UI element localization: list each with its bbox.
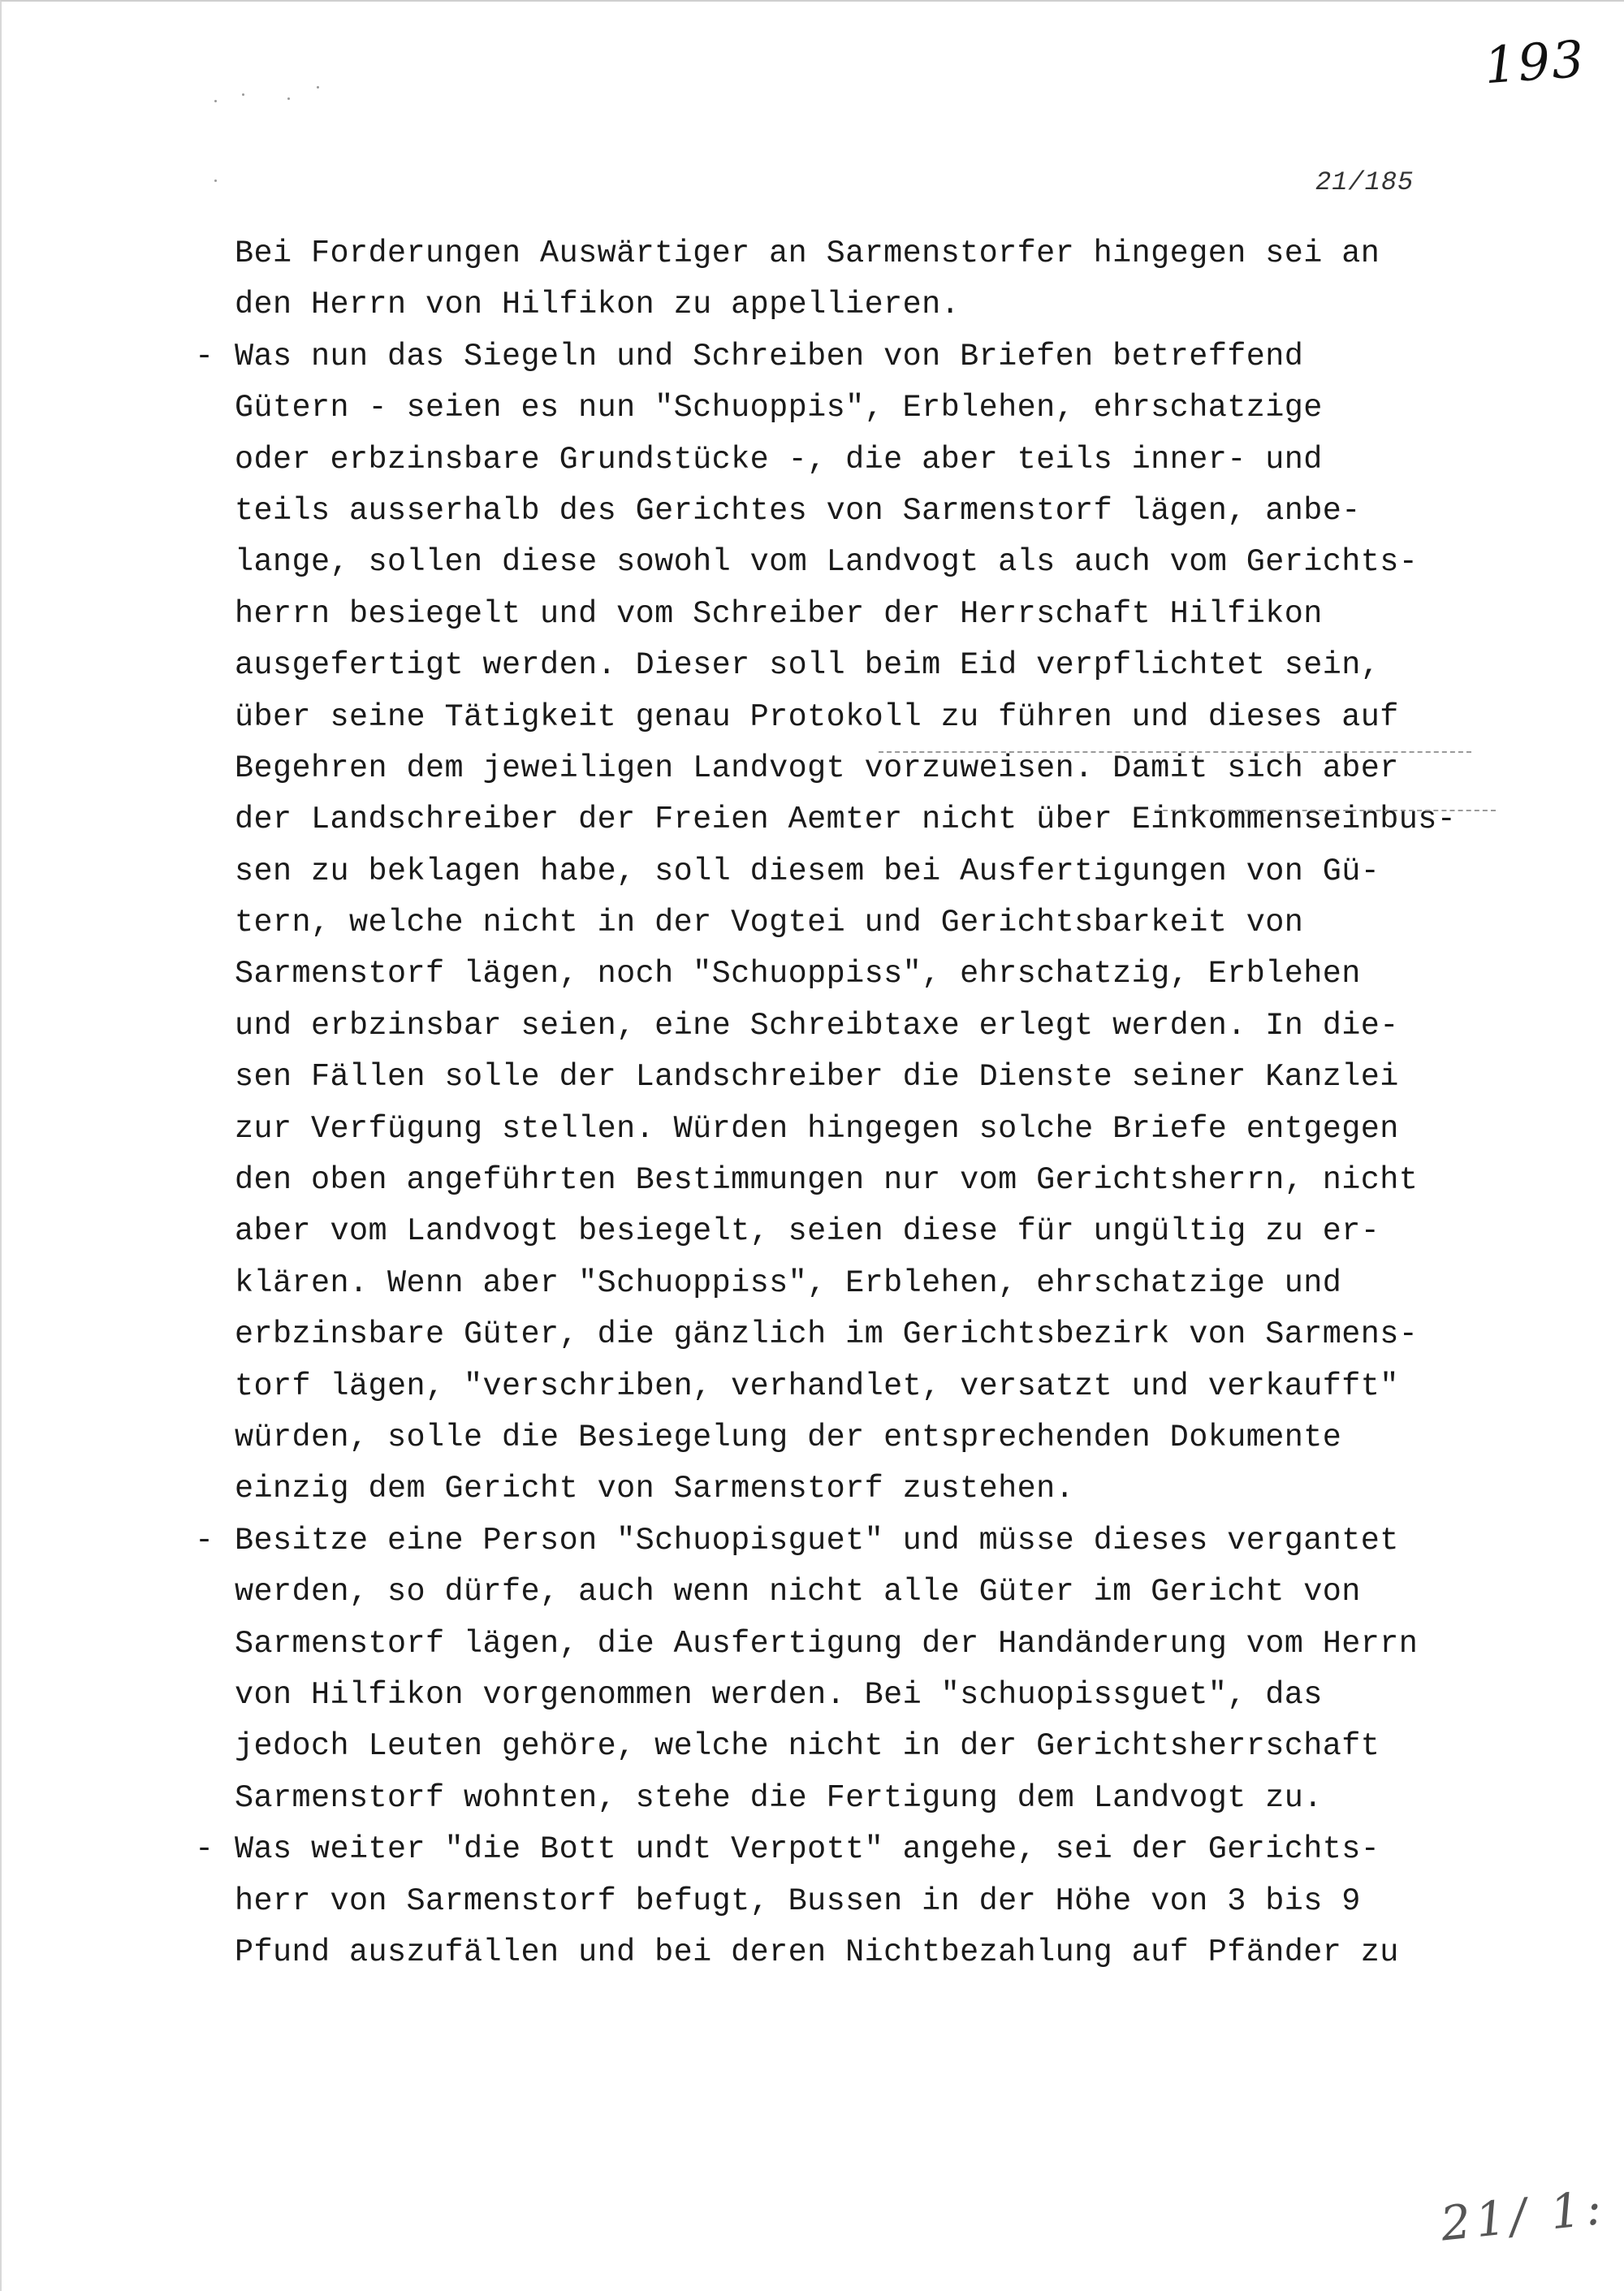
- line-text: sen zu beklagen habe, soll diesem bei Ausfertigungen von Gü-: [235, 853, 1380, 889]
- text-line: [2, 1824, 1624, 1875]
- line-text: sen Fällen solle der Landschreiber die Dienste seiner Kanzlei: [235, 1059, 1399, 1096]
- line-text: einzig dem Gericht von Sarmenstorf zustehen.: [235, 1471, 1075, 1507]
- text-line: [2, 1463, 1624, 1515]
- line-text: herr von Sarmenstorf befugt, Bussen in der Höhe von 3 bis 9: [235, 1883, 1361, 1919]
- line-text: oder erbzinsbare Grundstücke -, die aber teils inner- und: [235, 441, 1323, 478]
- line-text: herrn besiegelt und vom Schreiber der Herrschaft Hilfikon: [235, 595, 1323, 632]
- text-line: [2, 228, 1624, 279]
- text-line: [2, 1515, 1624, 1567]
- text-line: [2, 1876, 1624, 1927]
- line-text: lange, sollen diese sowohl vom Landvogt als auch vom Gerichts-: [235, 544, 1419, 581]
- text-line: [2, 640, 1624, 691]
- list-dash: -: [195, 338, 214, 374]
- text-line: [2, 1721, 1624, 1772]
- scan-artifact-line: [1155, 810, 1496, 811]
- line-text: torf lägen, "verschriben, verhandlet, versatzt und verkaufft": [235, 1368, 1399, 1404]
- line-text: aber vom Landvogt besiegelt, seien diese für ungültig zu er-: [235, 1213, 1380, 1250]
- line-text: Begehren dem jeweiligen Landvogt vorzuweisen. Damit sich aber: [235, 750, 1399, 786]
- handwritten-bottom-note: 21/ 1:: [1438, 2179, 1609, 2252]
- text-line: [2, 1001, 1624, 1052]
- text-line: [2, 331, 1624, 383]
- line-text: jedoch Leuten gehöre, welche nicht in der Gerichtsherrschaft: [235, 1728, 1380, 1765]
- line-text: über seine Tätigkeit genau Protokoll zu führen und dieses auf: [235, 698, 1399, 735]
- line-text: Sarmenstorf lägen, die Ausfertigung der Handänderung vom Herrn: [235, 1625, 1419, 1662]
- line-text: Sarmenstorf lägen, noch "Schuoppiss", ehrschatzig, Erblehen: [235, 956, 1361, 992]
- text-line: [2, 1927, 1624, 1978]
- scan-speck: [287, 97, 290, 100]
- text-line: [2, 949, 1624, 1000]
- text-line: [2, 1052, 1624, 1103]
- line-text: Was weiter "die Bott undt Verpott" angehe, sei der Gerichts-: [235, 1831, 1380, 1868]
- text-line: [2, 537, 1624, 588]
- text-line: [2, 279, 1624, 331]
- text-line: [2, 897, 1624, 949]
- list-dash: -: [195, 1831, 214, 1868]
- scan-speck: [214, 179, 217, 182]
- line-text: Was nun das Siegeln und Schreiben von Briefen betreffend: [235, 338, 1304, 374]
- text-line: [2, 1104, 1624, 1155]
- line-text: Pfund auszufällen und bei deren Nichtbezahlung auf Pfänder zu: [235, 1934, 1399, 1970]
- scan-speck: [317, 86, 319, 89]
- text-line: [2, 1309, 1624, 1360]
- page-reference: 21/185: [1315, 167, 1415, 197]
- text-line: [2, 1206, 1624, 1257]
- text-line: [2, 1619, 1624, 1670]
- line-text: erbzinsbare Güter, die gänzlich im Gerichtsbezirk von Sarmens-: [235, 1316, 1419, 1353]
- text-line: [2, 1258, 1624, 1309]
- handwritten-folio-number: 193: [1482, 28, 1587, 96]
- line-text: würden, solle die Besiegelung der entsprechenden Dokumente: [235, 1419, 1342, 1455]
- text-line: [2, 794, 1624, 845]
- line-text: Bei Forderungen Auswärtiger an Sarmenstorfer hingegen sei an: [235, 236, 1380, 271]
- scan-artifact-line: [879, 751, 1471, 753]
- line-text: der Landschreiber der Freien Aemter nicht über Einkommenseinbus-: [235, 802, 1457, 838]
- line-text: zur Verfügung stellen. Würden hingegen solche Briefe entgegen: [235, 1110, 1399, 1147]
- line-text: den oben angeführten Bestimmungen nur vom Gerichtsherrn, nicht: [235, 1162, 1419, 1199]
- line-text: teils ausserhalb des Gerichtes von Sarmenstorf lägen, anbe-: [235, 492, 1361, 529]
- line-text: Besitze eine Person "Schuopisguet" und müsse dieses vergantet: [235, 1522, 1399, 1558]
- scan-speck: [214, 100, 217, 102]
- text-line: [2, 846, 1624, 897]
- text-line: [2, 383, 1624, 434]
- line-text: und erbzinsbar seien, eine Schreibtaxe erlegt werden. In die-: [235, 1007, 1399, 1044]
- scan-speck: [242, 93, 244, 96]
- line-text: werden, so dürfe, auch wenn nicht alle Güter im Gericht von: [235, 1574, 1361, 1610]
- line-text: den Herrn von Hilfikon zu appellieren.: [235, 287, 961, 323]
- text-line: [2, 1567, 1624, 1618]
- text-line: [2, 692, 1624, 743]
- line-text: Sarmenstorf wohnten, stehe die Fertigung dem Landvogt zu.: [235, 1779, 1323, 1816]
- text-line: [2, 434, 1624, 486]
- text-line: [2, 1412, 1624, 1463]
- text-line: [2, 1155, 1624, 1206]
- text-line: [2, 1361, 1624, 1412]
- text-line: [2, 486, 1624, 537]
- body-text: [2, 228, 1624, 1978]
- line-text: ausgefertigt werden. Dieser soll beim Eid verpflichtet sein,: [235, 647, 1380, 684]
- text-line: [2, 1773, 1624, 1824]
- list-dash: -: [195, 1522, 214, 1558]
- text-line: [2, 589, 1624, 640]
- line-text: Gütern - seien es nun "Schuoppis", Erblehen, ehrschatzige: [235, 390, 1323, 426]
- line-text: klären. Wenn aber "Schuoppiss", Erblehen, ehrschatzige und: [235, 1264, 1342, 1301]
- line-text: von Hilfikon vorgenommen werden. Bei "schuopissguet", das: [235, 1676, 1323, 1713]
- text-line: [2, 1670, 1624, 1721]
- line-text: tern, welche nicht in der Vogtei und Gerichtsbarkeit von: [235, 905, 1304, 941]
